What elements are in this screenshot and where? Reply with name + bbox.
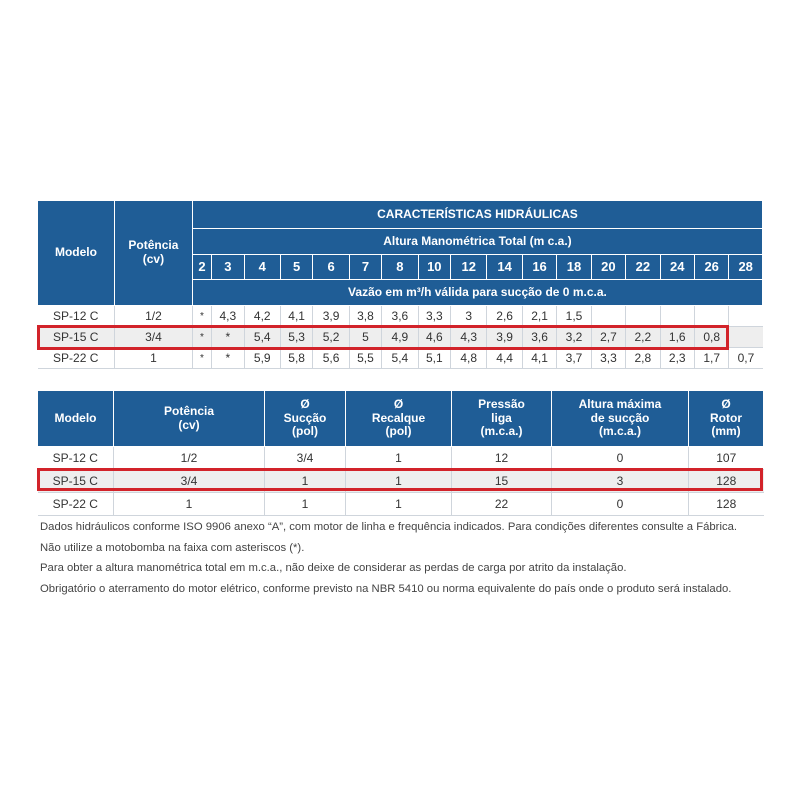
altura-col-header: 10 <box>418 255 450 280</box>
spec-cell: 1 <box>265 470 346 493</box>
altura-col-header: 7 <box>349 255 381 280</box>
spec-cell: 3/4 <box>114 470 265 493</box>
flow-cell: 4,8 <box>451 348 487 369</box>
altura-col-header: 22 <box>626 255 660 280</box>
spec-cell: 1 <box>346 447 452 470</box>
altura-col-header: 26 <box>694 255 728 280</box>
flow-cell: 5,4 <box>382 348 418 369</box>
hydraulic-characteristics-title: CARACTERÍSTICAS HIDRÁULICAS <box>192 201 762 229</box>
note-aterramento: Obrigatório o aterramento do motor elétrico, conforme previsto na NBR 5410 ou norma equivalente do país onde o produto será instalado. <box>40 582 732 595</box>
flow-cell: 4,3 <box>212 306 244 327</box>
flow-cell: 5,4 <box>244 327 280 348</box>
spec-col-header: Pressão liga (m.c.a.) <box>452 391 552 447</box>
flow-cell: 5,9 <box>244 348 280 369</box>
flow-cell: 1,6 <box>660 327 694 348</box>
model-cell: SP-15 C <box>38 470 114 493</box>
flow-cell: 4,9 <box>382 327 418 348</box>
altura-col-header: 28 <box>729 255 763 280</box>
flow-cell: 5,1 <box>418 348 450 369</box>
flow-cell: 2,3 <box>660 348 694 369</box>
spec-cell: 128 <box>689 493 764 516</box>
flow-cell: 5,5 <box>349 348 381 369</box>
flow-cell <box>591 306 625 327</box>
spec-cell: 1 <box>346 493 452 516</box>
flow-cell: 5,6 <box>313 348 349 369</box>
power-cell: 1 <box>114 348 192 369</box>
flow-cell: 1,5 <box>557 306 591 327</box>
spec-col-header: Ø Sucção (pol) <box>265 391 346 447</box>
flow-cell <box>660 306 694 327</box>
altura-col-header: 18 <box>557 255 591 280</box>
spec-cell: 12 <box>452 447 552 470</box>
flow-cell <box>694 306 728 327</box>
flow-cell: 0,8 <box>694 327 728 348</box>
flow-cell: 2,6 <box>487 306 522 327</box>
sp-15c-highlight-table2 <box>37 468 763 491</box>
flow-cell: 3,3 <box>418 306 450 327</box>
altura-col-header: 3 <box>212 255 244 280</box>
flow-cell: 3,8 <box>349 306 381 327</box>
table-row <box>38 306 763 327</box>
altura-col-header: 16 <box>522 255 556 280</box>
altura-manometrica-header: Altura Manométrica Total (m c.a.) <box>192 229 762 255</box>
sp-15c-highlight-table1 <box>37 325 729 350</box>
spec-cell: 1 <box>265 493 346 516</box>
flow-cell: 2,2 <box>626 327 660 348</box>
spec-cell: 15 <box>452 470 552 493</box>
altura-col-header: 2 <box>192 255 211 280</box>
modelo-header: Modelo <box>38 201 115 306</box>
power-cell: 1/2 <box>114 306 192 327</box>
flow-cell: 1,7 <box>694 348 728 369</box>
flow-cell: 3,9 <box>487 327 522 348</box>
model-cell: SP-12 C <box>38 447 114 470</box>
flow-cell: 3 <box>451 306 487 327</box>
vazao-header: Vazão em m³/h válida para sucção de 0 m.c.a. <box>192 280 762 306</box>
flow-cell: 4,2 <box>244 306 280 327</box>
spec-cell: 3 <box>552 470 689 493</box>
model-cell: SP-15 C <box>38 327 115 348</box>
flow-cell: 3,7 <box>557 348 591 369</box>
flow-cell: 5,8 <box>280 348 312 369</box>
flow-cell <box>626 306 660 327</box>
flow-cell: 2,7 <box>591 327 625 348</box>
altura-col-header: 20 <box>591 255 625 280</box>
model-cell: SP-12 C <box>38 306 115 327</box>
altura-col-header: 4 <box>244 255 280 280</box>
spec-cell: 0 <box>552 447 689 470</box>
flow-cell: 0,7 <box>729 348 763 369</box>
spec-cell: 1 <box>114 493 265 516</box>
note-perdas: Para obter a altura manométrica total em m.c.a., não deixe de considerar as perdas de carga por atrito da instalação. <box>40 562 627 574</box>
flow-cell <box>729 327 763 348</box>
table-row <box>38 447 764 470</box>
notes-block <box>40 517 770 599</box>
flow-cell: * <box>212 348 244 369</box>
flow-cell: 2,8 <box>626 348 660 369</box>
flow-cell: 2,1 <box>522 306 556 327</box>
altura-col-header: 8 <box>382 255 418 280</box>
spec-cell: 0 <box>552 493 689 516</box>
table-row <box>38 348 763 369</box>
spec-col-header: Altura máxima de sucção (m.c.a.) <box>552 391 689 447</box>
spec-col-header: Modelo <box>38 391 114 447</box>
spec-cell: 107 <box>689 447 764 470</box>
flow-cell: 4,6 <box>418 327 450 348</box>
flow-cell <box>729 306 763 327</box>
altura-col-header: 12 <box>451 255 487 280</box>
spec-col-header: Ø Rotor (mm) <box>689 391 764 447</box>
potencia-header: Potência (cv) <box>114 201 192 306</box>
model-cell: SP-22 C <box>38 493 114 516</box>
pump-specs-table <box>37 390 764 516</box>
flow-cell: 4,4 <box>487 348 522 369</box>
flow-cell: * <box>192 306 211 327</box>
flow-cell: 3,6 <box>382 306 418 327</box>
flow-cell: 4,1 <box>522 348 556 369</box>
spec-col-header: Ø Recalque (pol) <box>346 391 452 447</box>
model-cell: SP-22 C <box>38 348 115 369</box>
note-iso: Dados hidráulicos conforme ISO 9906 anexo “A”, com motor de linha e frequência indicados. Para condições diferentes consulte a Fábrica. <box>40 521 738 533</box>
flow-cell: * <box>192 348 211 369</box>
spec-cell: 128 <box>689 470 764 493</box>
flow-cell: 5,3 <box>280 327 312 348</box>
altura-col-header: 24 <box>660 255 694 280</box>
flow-cell: 3,6 <box>522 327 556 348</box>
flow-cell: 4,3 <box>451 327 487 348</box>
flow-cell: 5 <box>349 327 381 348</box>
altura-col-header: 6 <box>313 255 349 280</box>
spec-cell: 22 <box>452 493 552 516</box>
table-row <box>38 493 764 516</box>
flow-cell: 5,2 <box>313 327 349 348</box>
spec-cell: 3/4 <box>265 447 346 470</box>
spec-col-header: Potência (cv) <box>114 391 265 447</box>
flow-cell: 3,2 <box>557 327 591 348</box>
spec-cell: 1/2 <box>114 447 265 470</box>
flow-cell: * <box>212 327 244 348</box>
flow-cell: 3,9 <box>313 306 349 327</box>
altura-col-header: 5 <box>280 255 312 280</box>
power-cell: 3/4 <box>114 327 192 348</box>
flow-cell: 3,3 <box>591 348 625 369</box>
flow-cell: * <box>192 327 211 348</box>
flow-cell: 4,1 <box>280 306 312 327</box>
altura-col-header: 14 <box>487 255 522 280</box>
spec-cell: 1 <box>346 470 452 493</box>
note-asterisk: Não utilize a motobomba na faixa com asteriscos (*). <box>40 541 305 554</box>
